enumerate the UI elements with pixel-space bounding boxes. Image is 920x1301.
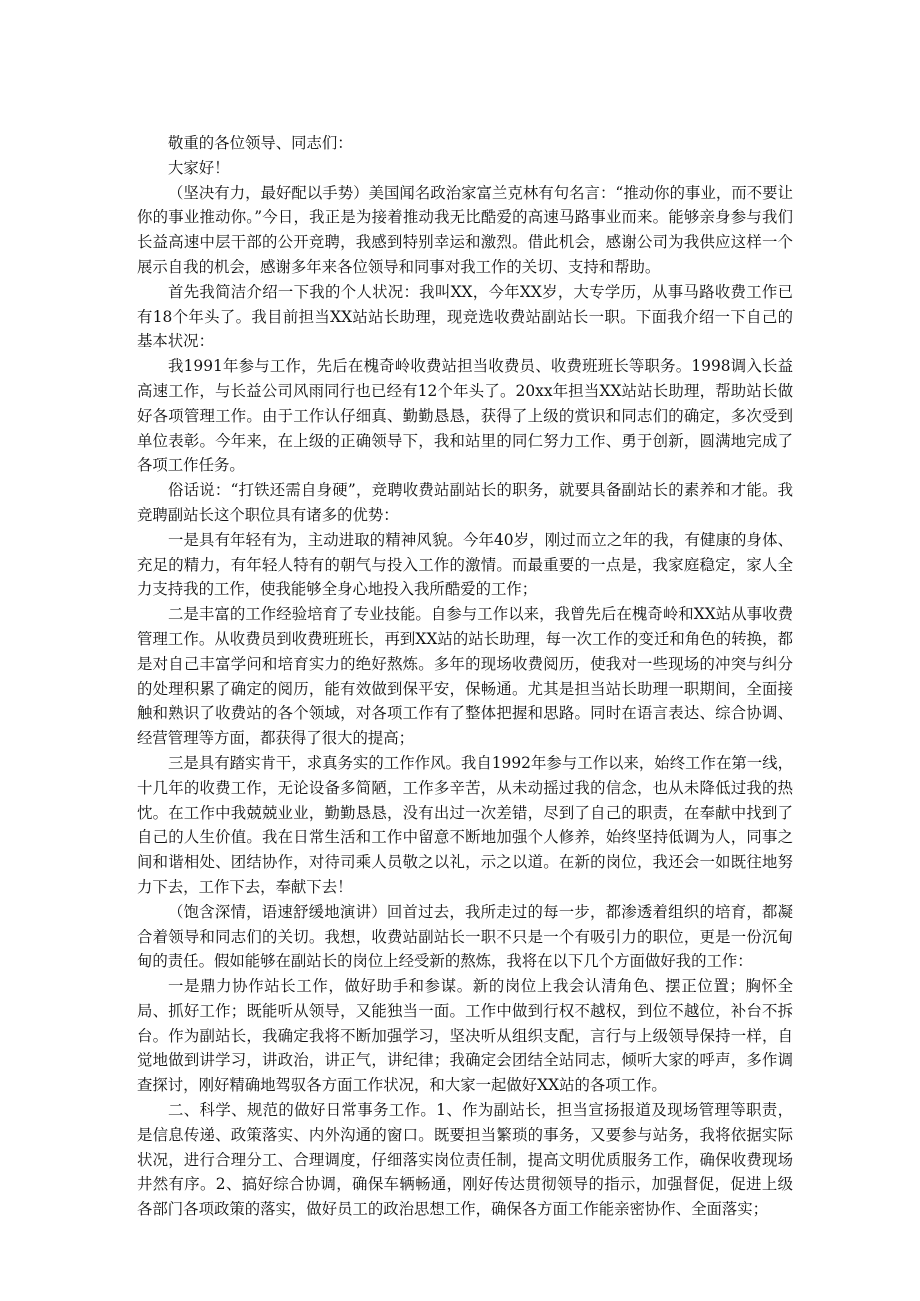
paragraph-advantages-intro: 俗话说：“打铁还需自身硬”，竞聘收费站副站长的职务，就要具备副站长的素养和才能。我竞聘副站长这个职位具有诸多的优势： — [137, 481, 793, 524]
paragraph-advantage-three: 三是具有踏实肯干，求真务实的工作作风。我自1992年参与工作以来，始终工作在第一线，十几年的收费工作，无论设备多简陋，工作多辛苦，从未动摇过我的信念，也从未降低过我的热忱。在工作中我兢兢业业，勤勤恳恳，没有出过一次差错，尽到了自己的职责，在奉献中找到了自己的人生价值。我在日常生活和工作中留意不断地加强个人修养，始终坚持低调为人，同事之间和谐相处、团结协作，对待司乘人员敬之以礼，示之以道。在新的岗位，我还会一如既往地努力下去，工作下去，奉献下去！ — [137, 753, 793, 896]
paragraph-work-history: 我1991年参与工作，先后在槐奇岭收费站担当收费员、收费班班长等职务。1998调入长益高速工作，与长益公司风雨同行也已经有12个年头了。20xx年担当XX站站长助理，帮助站长做好各项管理工作。由于工作认仔细真、勤勤恳恳，获得了上级的赏识和同志们的确定，多次受到单位表彰。今年来，在上级的正确领导下，我和站里的同仁努力工作、勇于创新，圆满地完成了各项工作任务。 — [137, 357, 793, 475]
salutation: 敬重的各位领导、同志们： — [168, 134, 353, 152]
paragraph-plan-two: 二、科学、规范的做好日常事务工作。1、作为副站长，担当宣扬报道及现场管理等职责，是信息传递、政策落实、内外沟通的窗口。既要担当繁琐的事务，又要参与站务，我将依据实际状况，进行合理分工、合理调度，仔细落实岗位责任制，提高文明优质服务工作，确保收费现场井然有序。2、搞好综合协调，确保车辆畅通，刚好传达贯彻领导的指示，加强督促，促进上级各部门各项政策的落实，做好员工的政治思想工作，确保各方面工作能亲密协作、全面落实； — [137, 1101, 793, 1219]
paragraph-personal-intro: 首先我简洁介绍一下我的个人状况：我叫XX，今年XX岁，大专学历，从事马路收费工作已有18个年头了。我目前担当XX站站长助理，现竞选收费站副站长一职。下面我介绍一下自己的基本状况： — [137, 282, 793, 351]
greeting: 大家好！ — [168, 158, 230, 177]
paragraph-plan-one: 一是鼎力协作站长工作，做好助手和参谋。新的岗位上我会认清角色、摆正位置；胸怀全局、抓好工作；既能听从领导，又能独当一面。工作中做到行权不越权，到位不越位，补台不拆台。作为副站长，我确定我将不断加强学习，坚决听从组织支配，言行与上级领导保持一样，自觉地做到讲学习，讲政治，讲正气，讲纪律；我确定会团结全站同志，倾听大家的呼声，多作调查探讨，刚好精确地驾驭各方面工作状况，和大家一起做好XX站的各项工作。 — [137, 977, 793, 1095]
paragraph-reflection: （饱含深情，语速舒缓地演讲）回首过去，我所走过的每一步，都渗透着组织的培育，都凝合着领导和同志们的关切。我想，收费站副站长一职不只是一个有吸引力的职位，更是一份沉甸甸的责任。假如能够在副站长的岗位上经受新的熬炼，我将在以下几个方面做好我的工作： — [137, 902, 793, 971]
document-body — [137, 131, 793, 1222]
paragraph-opening-quote: （坚决有力，最好配以手势）美国闻名政治家富兰克林有句名言：“推动你的事业，而不要让你的事业推动你。”今日，我正是为接着推动我无比酷爱的高速马路事业而来。能够亲身参与我们长益高速中层干部的公开竞聘，我感到特别幸运和激烈。借此机会，感谢公司为我供应这样一个展示自我的机会，感谢多年来各位领导和同事对我工作的关切、支持和帮助。 — [137, 183, 793, 276]
paragraph-advantage-two: 二是丰富的工作经验培育了专业技能。自参与工作以来，我曾先后在槐奇岭和XX站从事收费管理工作。从收费员到收费班班长，再到XX站的站长助理，每一次工作的变迁和角色的转换，都是对自己丰富学问和培育实力的绝好熬炼。多年的现场收费阅历，使我对一些现场的冲突与纠分的处理积累了确定的阅历，能有效做到保平安，保畅通。尤其是担当站长助理一职期间，全面接触和熟识了收费站的各个领域，对各项工作有了整体把握和思路。同时在语言表达、综合协调、经营管理等方面，都获得了很大的提高； — [137, 605, 793, 748]
paragraph-advantage-one: 一是具有年轻有为，主动进取的精神风貌。今年40岁，刚过而立之年的我，有健康的身体、充足的精力，有年轻人特有的朝气与投入工作的激情。而最重要的一点是，我家庭稳定，家人全力支持我的工作，使我能够全身心地投入我所酷爱的工作； — [137, 530, 793, 599]
